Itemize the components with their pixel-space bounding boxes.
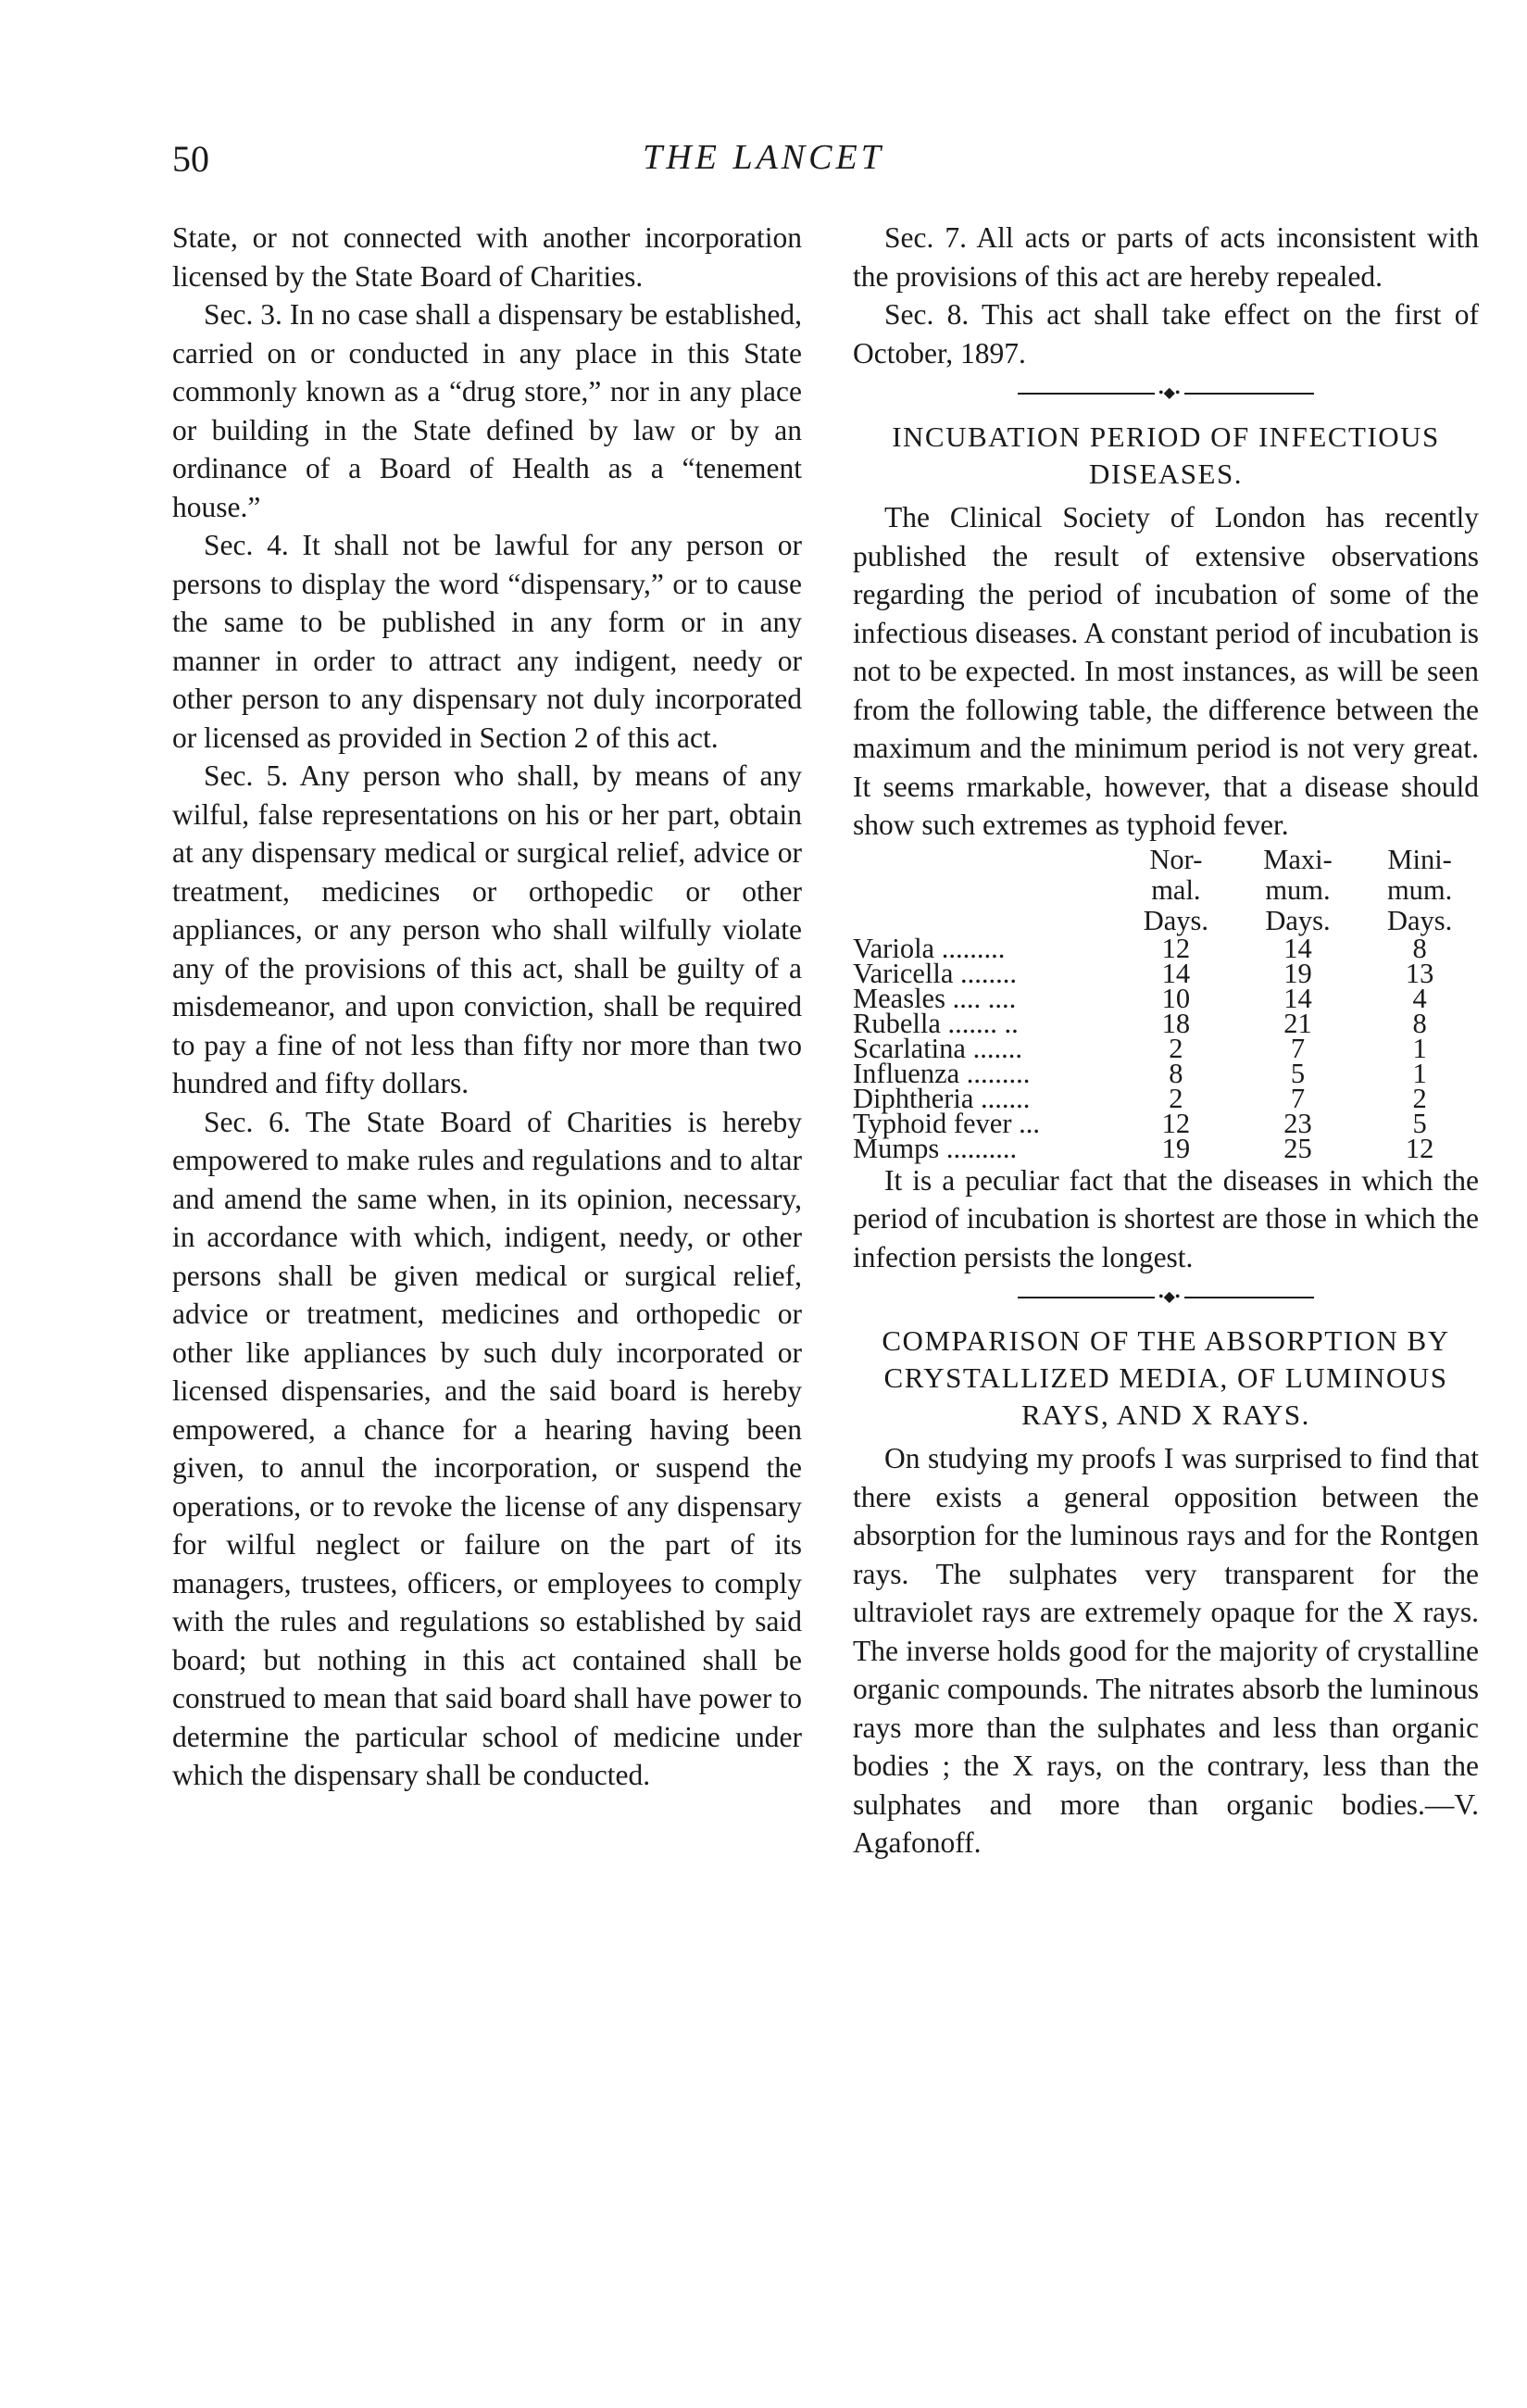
table-row: Typhoid fever ... 12 23 5 xyxy=(853,1107,1427,1139)
paragraph: Sec. 7. All acts or parts of acts inconsistent with the provisions of this act are hereby repealed. xyxy=(853,221,1479,293)
section-divider xyxy=(1018,1287,1314,1308)
table-row: Diphtheria ....... 2 7 2 xyxy=(853,1082,1427,1114)
paragraph: Sec. 8. This act shall take effect on the first of October, 1897. xyxy=(853,298,1479,370)
paragraph: Sec. 6. The State Board of Charities is hereby empowered to make rules and regulations and to altar and amend the same when, in its opinion, necessary, in accordance with which, indigent, needy, or other persons shall be given medical or surgical relief, advice or treatment, medicines and orthopedic or other like appliances by such duly incorporated or licensed dispensaries, and the said board is hereby empowered, a chance for a hearing having been given, to annul the incorporation, or suspend the operations, or to revoke the license of any dispensary for wilful neglect or failure on the part of its managers, trustees, officers, or employees to comply with the rules and regulations so established by said board; but nothing in this act contained shall be construed to mean that said board shall have power to determine the particular school of medicine under which the dispensary shall be conducted. xyxy=(172,1105,802,1791)
paragraph: Sec. 5. Any person who shall, by means of any wilful, false representations on his or her part, obtain at any dispensary medical or surgical relief, advice or treatment, medicines or orthopedic or other appliances, or any person who shall wilfully violate any of the provisions of this act, shall be guilty of a misdemeanor, and upon conviction, shall be required to pay a fine of not less than fifty nor more than two hundred and fifty dollars. xyxy=(172,759,802,1099)
table-row: Varicella ........ 14 19 13 xyxy=(853,957,1434,989)
header-normal: Nor- mal. Days. xyxy=(1143,843,1209,936)
table-row: Scarlatina ....... 2 7 1 xyxy=(853,1032,1427,1064)
paragraph: It is a peculiar fact that the diseases in which the period of incubation is shortest are those in which the infection persists the longest. xyxy=(853,1163,1479,1273)
divider-ornament-icon: •◆• xyxy=(1155,1290,1184,1305)
left-column xyxy=(172,219,802,1795)
table-header-row xyxy=(853,845,1479,936)
paragraph: Sec. 4. It shall not be lawful for any person or persons to display the word “dispensary,” or to cause the same to be published in any form or in any manner in order to attract any indigent, needy or other person to any dispensary not duly incorporated or licensed as provided in Section 2 of this act. xyxy=(172,529,802,754)
table-row: Influenza ......... 8 5 1 xyxy=(853,1057,1427,1089)
article-heading: INCUBATION PERIOD OF INFECTIOUS DISEASES. xyxy=(892,420,1440,490)
paragraph: On studying my proofs I was surprised to find that there exists a general opposition between the absorption for the luminous rays and for the Rontgen rays. The sulphates very transparent for the ultraviolet rays are extremely opaque for the X rays. The inverse holds good for the majority of crystalline organic compounds. The nitrates absorb the luminous rays more than the sulphates and less than organic bodies ; the X rays, on the contrary, less than the sulphates and more than organic bodies.—V. Agafonoff. xyxy=(853,1442,1479,1859)
table-row: Mumps .......... 19 25 12 xyxy=(853,1132,1434,1164)
section-divider xyxy=(1018,383,1314,404)
paragraph: Sec. 3. In no case shall a dispensary be established, carried on or conducted in any place in this State commonly known as a “drug store,” nor in any place or building in the State defined by law or by an ordinance of a Board of Health as a “tenement house.” xyxy=(172,298,802,523)
page-header xyxy=(0,137,1527,183)
table-row: Rubella ....... .. 18 21 8 xyxy=(853,1007,1427,1039)
paragraph: State, or not connected with another incorporation licensed by the State Board of Charities. xyxy=(172,221,802,293)
table-row: Variola ......... 12 14 8 xyxy=(853,932,1427,964)
header-maximum: Maxi- mum. Days. xyxy=(1263,843,1333,936)
header-minimum: Mini- mum. Days. xyxy=(1386,843,1453,936)
table-row: Measles .... .... 10 14 4 xyxy=(853,982,1427,1014)
page-number: 50 xyxy=(172,138,209,180)
paragraph: The Clinical Society of London has recently published the result of extensive observations regarding the period of incubation of some of the infectious diseases. A constant period of incubation is not to be expected. In most instances, as will be seen from the following table, the difference between the maximum and the minimum period is not very great. It seems rmarkable, however, that a disease should show such extremes as typhoid fever. xyxy=(853,501,1479,841)
right-column xyxy=(853,219,1479,1862)
divider-ornament-icon: •◆• xyxy=(1155,386,1184,401)
journal-title: THE LANCET xyxy=(643,138,884,177)
article-heading: COMPARISON OF THE ABSORPTION BY CRYSTALLIZED MEDIA, OF LUMINOUS RAYS, AND X RAYS. xyxy=(882,1324,1450,1431)
incubation-table xyxy=(853,843,1479,1164)
